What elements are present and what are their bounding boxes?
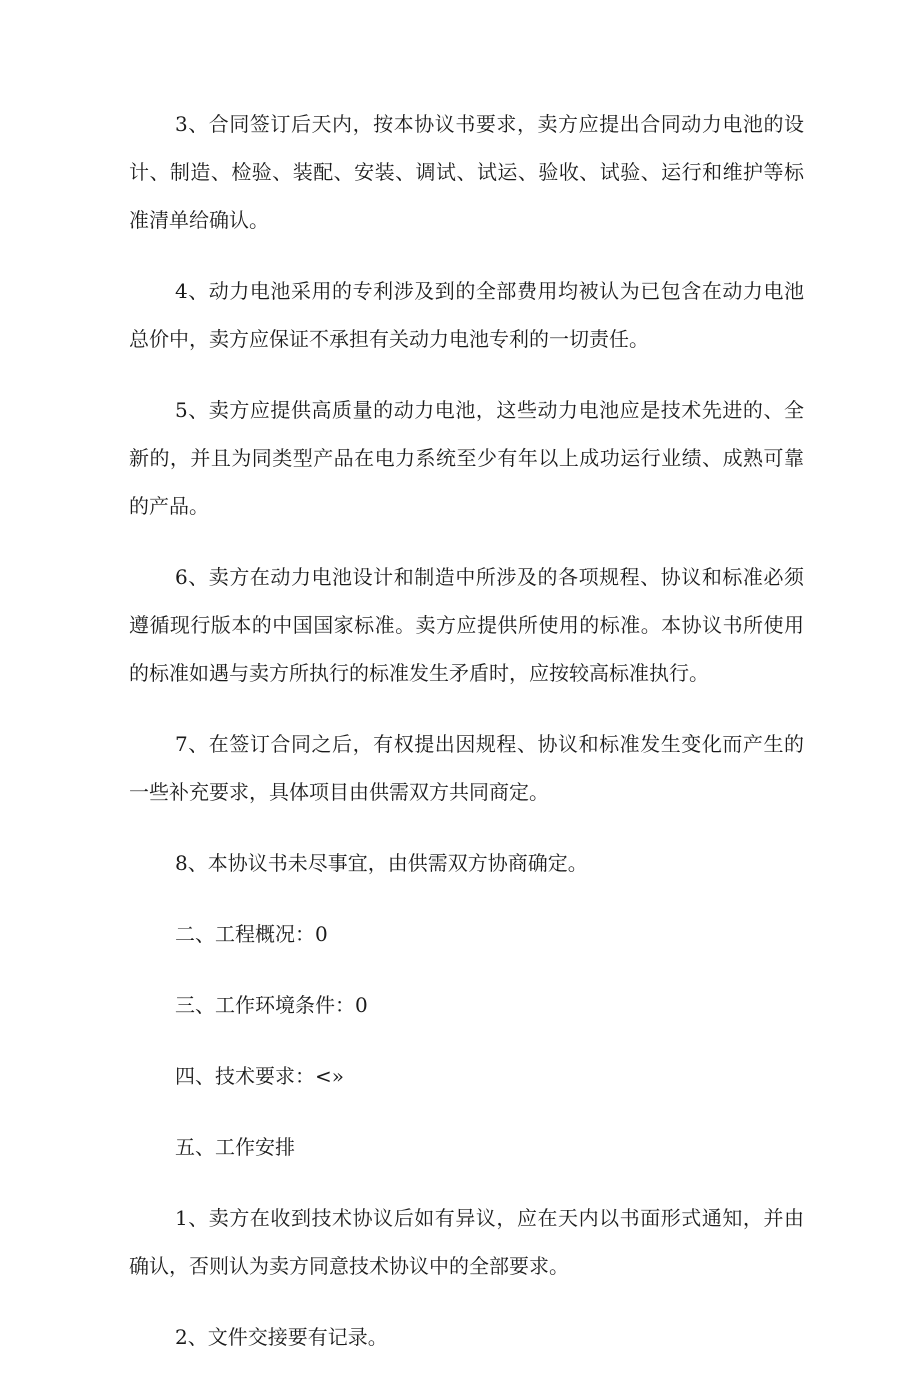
- paragraph-7-supplementary-requirements: 7、在签订合同之后，有权提出因规程、协议和标准发生变化而产生的一些补充要求，具体项目由供需双方共同商定。: [129, 732, 804, 804]
- paragraph-6-national-standards: 6、卖方在动力电池设计和制造中所涉及的各项规程、协议和标准必须遵循现行版本的中国国家标准。卖方应提供所使用的标准。本协议书所使用的标准如遇与卖方所执行的标准发生矛盾时，应按较高标准执行。: [129, 565, 804, 685]
- paragraph-8-unsettled-matters: 8、本协议书未尽事宜，由供需双方协商确定。: [175, 851, 588, 875]
- heading-working-conditions: 三、工作环境条件：0: [175, 993, 368, 1017]
- document-body: [129, 100, 804, 1384]
- heading-project-overview: 二、工程概况：0: [175, 922, 328, 946]
- paragraph-1-objections: 1、卖方在收到技术协议后如有异议，应在天内以书面形式通知，并由确认，否则认为卖方同意技术协议中的全部要求。: [129, 1206, 804, 1278]
- paragraph-4-patent-fees: 4、动力电池采用的专利涉及到的全部费用均被认为已包含在动力电池总价中，卖方应保证不承担有关动力电池专利的一切责任。: [129, 279, 804, 351]
- heading-work-arrangement: 五、工作安排: [175, 1135, 295, 1159]
- paragraph-3-standards-list: 3、合同签订后天内，按本协议书要求，卖方应提出合同动力电池的设计、制造、检验、装配、安装、调试、试运、验收、试验、运行和维护等标准清单给确认。: [129, 112, 804, 232]
- heading-technical-requirements: 四、技术要求：<»: [175, 1064, 344, 1088]
- paragraph-2-file-handover: 2、文件交接要有记录。: [175, 1325, 388, 1349]
- paragraph-5-quality: 5、卖方应提供高质量的动力电池，这些动力电池应是技术先进的、全新的，并且为同类型产品在电力系统至少有年以上成功运行业绩、成熟可靠的产品。: [129, 398, 804, 518]
